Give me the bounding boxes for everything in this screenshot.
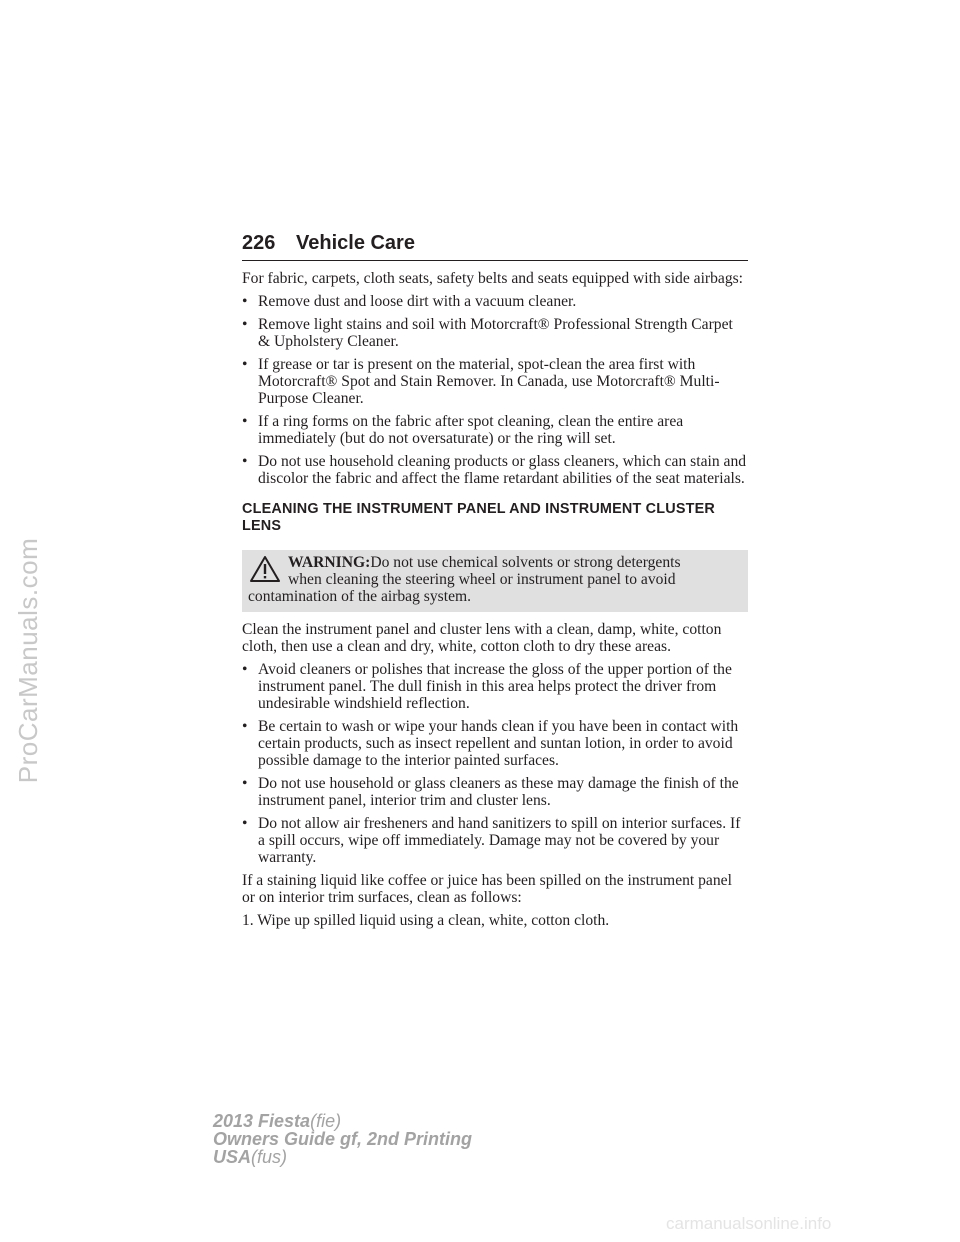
list-item-text: Be certain to wash or wipe your hands clean if you have been in contact with certain products, such as insect repellent and suntan lotion, in order to avoid possible damage to the interior painted surfaces. xyxy=(258,718,739,769)
bullet-dot: • xyxy=(242,775,248,792)
footer-line-2 xyxy=(213,1130,472,1148)
warning-line-1 xyxy=(248,554,742,571)
footer-line-1 xyxy=(213,1112,472,1130)
list-item xyxy=(242,775,748,809)
footer-line-3 xyxy=(213,1148,472,1166)
page-footer xyxy=(213,1112,472,1166)
bullet-dot: • xyxy=(242,661,248,678)
list-item-text: Remove dust and loose dirt with a vacuum cleaner. xyxy=(258,293,577,310)
list-item-text: Remove light stains and soil with Motorcraft® Professional Strength Carpet & Upholstery Cleaner. xyxy=(258,316,733,350)
footer-market-code: (fus) xyxy=(251,1147,288,1167)
page-content xyxy=(242,270,748,935)
warning-label: WARNING: xyxy=(288,554,371,571)
page-number: 226 xyxy=(242,232,276,254)
warning-box xyxy=(242,550,748,612)
list-item xyxy=(242,661,748,712)
list-item-text: Avoid cleaners or polishes that increase the gloss of the upper portion of the instrument panel. The dull finish in this area helps protect the driver from undesirable windshield reflection. xyxy=(258,661,732,712)
list-item xyxy=(242,453,748,487)
bullet-dot: • xyxy=(242,356,248,373)
watermark-text: ProCarManuals.com xyxy=(13,537,44,783)
step-1: 1. Wipe up spilled liquid using a clean, white, cotton cloth. xyxy=(242,912,610,929)
bullet-dot: • xyxy=(242,718,248,735)
bullet-dot: • xyxy=(242,453,248,470)
panel-intro: Clean the instrument panel and cluster lens with a clean, damp, white, cotton cloth, then use a clean and dry, white, cotton cloth to dry these areas. xyxy=(242,621,722,655)
warning-line-2: when cleaning the steering wheel or instrument panel to avoid xyxy=(288,571,676,588)
list-item xyxy=(242,316,748,350)
section-heading: CLEANING THE INSTRUMENT PANEL AND INSTRUMENT CLUSTER LENS xyxy=(242,501,716,534)
bullet-dot: • xyxy=(242,815,248,832)
side-watermark xyxy=(4,510,54,810)
list-item xyxy=(242,413,748,447)
list-item xyxy=(242,356,748,407)
list-item-text: If grease or tar is present on the material, spot-clean the area first with Motorcraft® Spot and Stain Remover. In Canada, use Motorcraft® Multi-Purpose Cleaner. xyxy=(258,356,720,407)
spill-intro: If a staining liquid like coffee or juice has been spilled on the instrument panel or on interior trim surfaces, clean as follows: xyxy=(242,872,732,906)
fabric-intro: For fabric, carpets, cloth seats, safety belts and seats equipped with side airbags: xyxy=(242,270,744,287)
footer-market: USA xyxy=(213,1147,252,1167)
list-item-text: Do not allow air fresheners and hand sanitizers to spill on interior surfaces. If a spill occurs, wipe off immediately. Damage may not be covered by your warranty. xyxy=(258,815,741,866)
list-item xyxy=(242,815,748,866)
list-item-text: Do not use household cleaning products or glass cleaners, which can stain and discolor the fabric and affect the flame retardant abilities of the seat materials. xyxy=(258,453,747,487)
footer-model: 2013 Fiesta xyxy=(213,1111,311,1131)
bullet-dot: • xyxy=(242,316,248,333)
list-item xyxy=(242,293,748,310)
site-watermark: carmanualsonline.info xyxy=(666,1214,832,1233)
footer-model-code: (fie) xyxy=(310,1111,342,1131)
footer-guide: Owners Guide gf, 2nd Printing xyxy=(213,1129,473,1149)
bullet-dot: • xyxy=(242,413,248,430)
warning-icon xyxy=(248,554,282,584)
section-title: Vehicle Care xyxy=(296,232,415,254)
warning-text-1: Do not use chemical solvents or strong detergents xyxy=(370,554,681,571)
warning-line-3: contamination of the airbag system. xyxy=(248,588,472,605)
list-item-text: Do not use household or glass cleaners as these may damage the finish of the instrument panel, interior trim and cluster lens. xyxy=(258,775,739,809)
list-item xyxy=(242,718,748,769)
page-header xyxy=(242,228,748,261)
bullet-dot: • xyxy=(242,293,248,310)
list-item-text: If a ring forms on the fabric after spot cleaning, clean the entire area immediately (but do not oversaturate) or the ring will set. xyxy=(258,413,684,447)
